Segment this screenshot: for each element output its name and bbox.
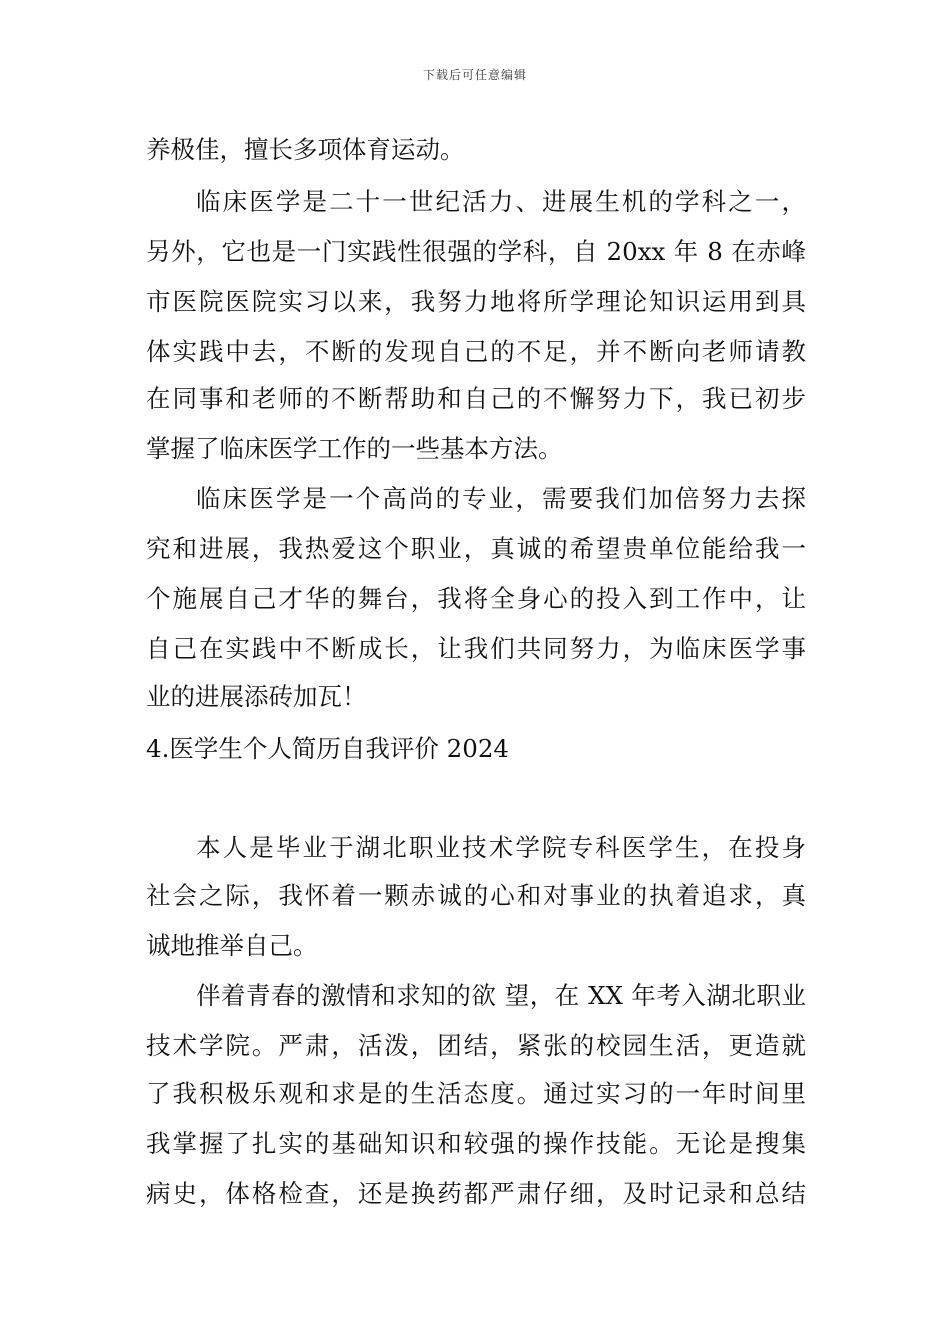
text-line: 了我积极乐观和求是的生活态度。通过实习的一年时间里 — [146, 1079, 806, 1108]
text-line: 诚地推举自己。 — [146, 931, 318, 960]
text-line: 自己在实践中不断成长，让我们共同努力，为临床医学事 — [146, 634, 806, 663]
text-line: 业的进展添砖加瓦！ — [146, 682, 367, 711]
text-line: 在同事和老师的不断帮助和自己的不懈努力下，我已初步 — [146, 384, 806, 413]
text-line: 体实践中去，不断的发现自己的不足，并不断向老师请教 — [146, 337, 806, 366]
text-line: 社会之际，我怀着一颗赤诚的心和对事业的执着追求，真 — [146, 881, 806, 910]
section-heading: 4.医学生个人简历自我评价 2024 — [146, 734, 510, 763]
text-line: 另外，它也是一门实践性很强的学科，自 20xx 年 8 在赤峰 — [146, 237, 806, 266]
text-line: 本人是毕业于湖北职业技术学院专科医学生，在投身 — [196, 833, 806, 862]
text-line: 临床医学是二十一世纪活力、进展生机的学科之一， — [196, 187, 806, 216]
text-line: 病史，体格检查，还是换药都严肃仔细，及时记录和总结 — [146, 1179, 806, 1208]
text-line: 个施展自己才华的舞台，我将全身心的投入到工作中，让 — [146, 584, 806, 613]
header-note: 下载后可任意编辑 — [422, 68, 527, 82]
text-line: 究和进展，我热爱这个职业，真诚的希望贵单位能给我一 — [146, 534, 806, 563]
text-line: 我掌握了扎实的基础知识和较强的操作技能。无论是搜集 — [146, 1129, 806, 1158]
text-line: 伴着青春的激情和求知的欲 望，在 XX 年考入湖北职业 — [196, 981, 806, 1010]
text-line: 技术学院。严肃，活泼，团结，紧张的校园生活，更造就 — [146, 1031, 806, 1060]
text-line: 掌握了临床医学工作的一些基本方法。 — [146, 434, 563, 463]
text-line: 临床医学是一个高尚的专业，需要我们加倍努力去探 — [196, 484, 806, 513]
text-line: 养极佳，擅长多项体育运动。 — [146, 135, 465, 164]
text-line: 市医院医院实习以来，我努力地将所学理论知识运用到具 — [146, 287, 806, 316]
